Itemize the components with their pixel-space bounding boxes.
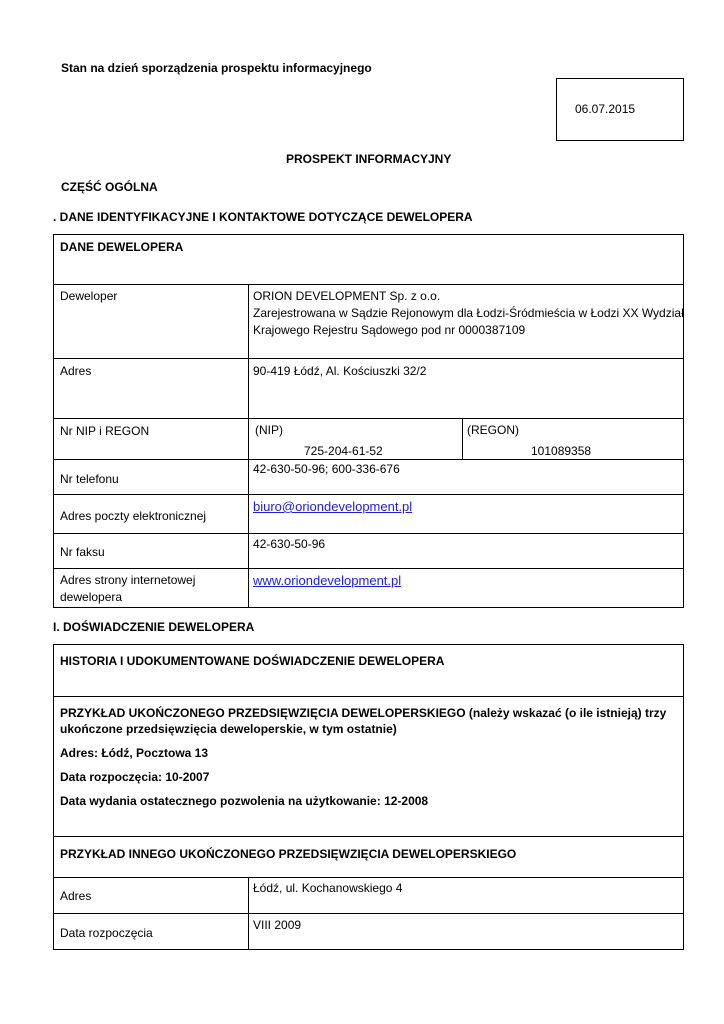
developer-label: Deweloper <box>60 289 118 303</box>
other-address-label: Adres <box>60 889 92 903</box>
date-box <box>556 78 684 141</box>
example-permit-date: Data wydania ostatecznego pozwolenia na użytkowanie: 12-2008 <box>60 794 429 808</box>
fax-value: 42-630-50-96 <box>253 537 326 551</box>
example-start-date: Data rozpoczęcia: 10-2007 <box>60 770 210 784</box>
phone-value: 42-630-50-96; 600-336-676 <box>253 462 400 476</box>
example-line2: ukończone przedsięwzięcia deweloperskie, w tym ostatnie) <box>60 722 397 736</box>
part-title: CZĘŚĆ OGÓLNA <box>61 180 158 194</box>
nip-label: (NIP) <box>255 423 283 437</box>
page-title: PROSPEKT INFORMACYJNY <box>286 152 452 166</box>
section1-title: . DANE IDENTYFIKACYJNE I KONTAKTOWE DOTYCZĄCE DEWELOPERA <box>53 210 473 224</box>
other-start-label: Data rozpoczęcia <box>60 926 153 940</box>
other-address-value: Łódź, ul. Kochanowskiego 4 <box>253 881 403 895</box>
fax-label: Nr faksu <box>60 545 105 559</box>
address-label: Adres <box>60 364 92 378</box>
other-start-value: VIII 2009 <box>253 918 302 932</box>
email-label: Adres poczty elektronicznej <box>60 509 207 523</box>
nip-regon-label: Nr NIP i REGON <box>60 424 150 438</box>
website-link[interactable]: www.oriondevelopment.pl <box>253 573 402 588</box>
regon-value: 101089358 <box>531 444 592 458</box>
developer-name: ORION DEVELOPMENT Sp. z o.o. <box>253 289 441 303</box>
website-label-line2: dewelopera <box>60 590 123 604</box>
experience-heading: HISTORIA I UDOKUMENTOWANE DOŚWIADCZENIE DEWELOPERA <box>60 654 445 668</box>
other-example-heading: PRZYKŁAD INNEGO UKOŃCZONEGO PRZEDSIĘWZIĘCIA DEWELOPERSKIEGO <box>60 847 517 861</box>
state-date-label: Stan na dzień sporządzenia prospektu informacyjnego <box>61 61 372 75</box>
developer-registration-line2: Krajowego Rejestru Sądowego pod nr 0000387109 <box>253 323 526 337</box>
regon-label: (REGON) <box>467 423 519 437</box>
phone-label: Nr telefonu <box>60 472 119 486</box>
example-address: Adres: Łódź, Pocztowa 13 <box>60 746 209 760</box>
developer-registration-line1: Zarejestrowana w Sądzie Rejonowym dla Łodzi-Śródmieścia w Łodzi XX Wydział <box>253 306 684 320</box>
website-label-line1: Adres strony internetowej <box>60 573 196 587</box>
email-link[interactable]: biuro@oriondevelopment.pl <box>253 499 413 514</box>
example-line1: PRZYKŁAD UKOŃCZONEGO PRZEDSIĘWZIĘCIA DEWELOPERSKIEGO (należy wskazać (o ile istnieją) trzy <box>60 706 667 720</box>
address-value: 90-419 Łódź, Al. Kościuszki 32/2 <box>253 364 427 378</box>
nip-value: 725-204-61-52 <box>304 444 383 458</box>
document-date: 06.07.2015 <box>575 102 636 116</box>
developer-table-heading: DANE DEWELOPERA <box>60 240 184 254</box>
section2-title: I. DOŚWIADCZENIE DEWELOPERA <box>53 620 255 634</box>
